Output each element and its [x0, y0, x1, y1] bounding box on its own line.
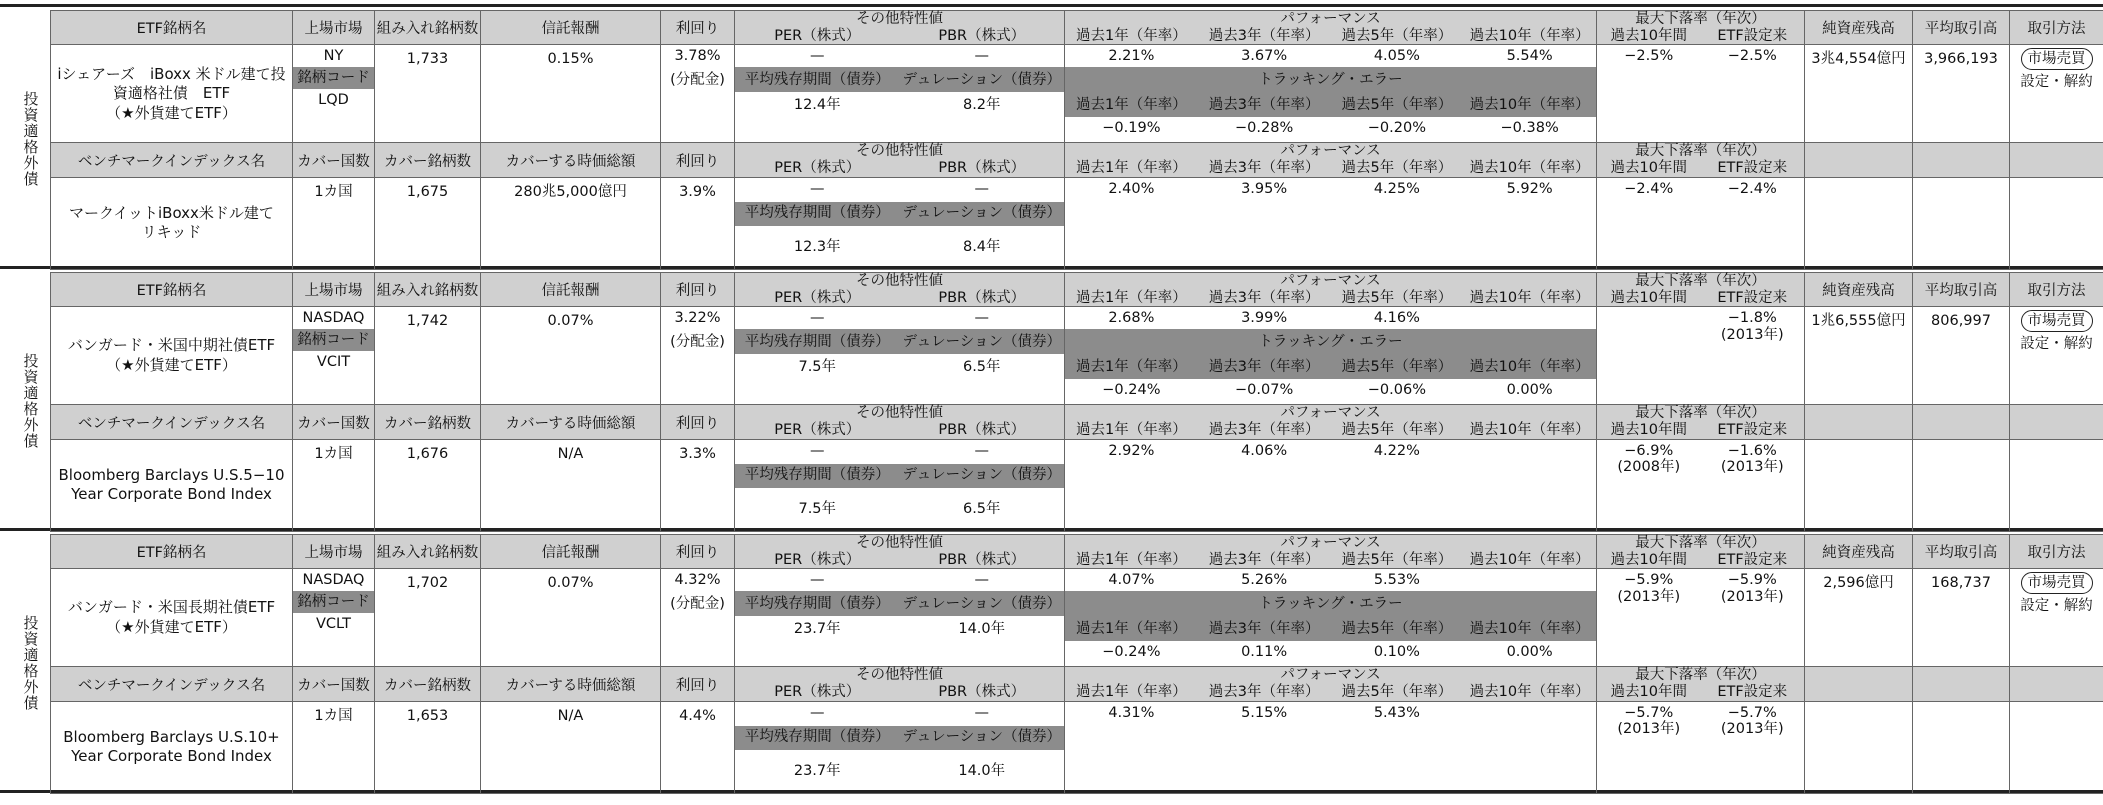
te-3y-label: 過去3年（年率） — [1198, 92, 1331, 117]
holdings-header: 組み入れ銘柄数 — [375, 11, 481, 45]
avg-maturity-value: 23.7年 — [793, 620, 841, 637]
bench-avg-maturity: 23.7年 — [793, 762, 841, 779]
perf-value-2: 4.05% — [1373, 48, 1420, 64]
tracking-error-label: トラッキング・エラー — [1065, 591, 1596, 616]
etf-data-row — [51, 307, 2103, 405]
per-header: PER（株式） — [774, 289, 861, 306]
yield-header: 利回り — [661, 667, 735, 701]
perf-10y-header: 過去10年（年率） — [1469, 551, 1590, 568]
cover-market-cap: N/A — [557, 707, 584, 724]
cover-issues: 1,676 — [406, 445, 449, 462]
perf-value-0: 4.07% — [1108, 572, 1155, 588]
bench-drawdown-inception: −1.6% (2013年) — [1720, 442, 1784, 476]
trust-fee: 0.07% — [547, 313, 594, 330]
yield-header: 利回り — [661, 273, 735, 307]
te-1y-label: 過去1年（年率） — [1065, 354, 1198, 379]
te-5y-label: 過去5年（年率） — [1331, 354, 1464, 379]
te-value-3: 0.00% — [1506, 382, 1553, 399]
pbr-value: — — [974, 310, 989, 326]
holdings-count: 1,702 — [406, 575, 449, 592]
volume-header: 平均取引高 — [1913, 273, 2010, 307]
etf-data-row — [51, 569, 2103, 667]
te-5y-label: 過去5年（年率） — [1331, 92, 1464, 117]
drawdown-inception-value: −1.8% (2013年) — [1720, 310, 1784, 344]
bench-drawdown-inception: −5.7% (2013年) — [1720, 704, 1784, 738]
avg-maturity-label: 平均残存期間（債券） — [735, 329, 900, 354]
max-drawdown-header: 最大下落率（年次） — [1635, 405, 1766, 422]
fee-header: 信託報酬 — [481, 535, 661, 569]
mcap-header: カバーする時価総額 — [481, 405, 661, 439]
perf-5y-header: 過去5年（年率） — [1341, 551, 1453, 568]
listing-market: NASDAQ — [302, 572, 365, 588]
avg-maturity-label: 平均残存期間（債券） — [735, 202, 900, 226]
creation-redemption-label: 設定・解約 — [2020, 598, 2093, 615]
aum-header: 純資産残高 — [1805, 273, 1913, 307]
side-category-label: 投資適格外債 — [21, 91, 40, 187]
bench-perf-value-0: 4.31% — [1108, 705, 1155, 722]
perf-5y-header: 過去5年（年率） — [1341, 422, 1453, 439]
etf-name: iシェアーズ iBoxx 米ドル建て投資適格社債 ETF （★外貨建てETF） — [57, 64, 286, 122]
perf-value-2: 5.53% — [1373, 572, 1420, 588]
avg-maturity-label: 平均残存期間（債券） — [735, 67, 900, 92]
aum-header: 純資産残高 — [1805, 11, 1913, 45]
section-rule — [0, 4, 2103, 7]
aum-header: 純資産残高 — [1805, 535, 1913, 569]
yield-note: (分配金) — [670, 72, 725, 88]
drawdown-10y-header: 過去10年間 — [1610, 684, 1687, 701]
bench-duration: 6.5年 — [962, 500, 1001, 517]
performance-header: パフォーマンス — [1280, 535, 1381, 551]
avg-volume: 806,997 — [1931, 313, 1991, 330]
pbr-header: PBR（株式） — [938, 551, 1026, 568]
drawdown-10y-header: 過去10年間 — [1610, 160, 1687, 177]
duration-value: 6.5年 — [962, 358, 1001, 375]
bench-data-row — [51, 439, 2103, 531]
blank-cell — [1805, 143, 1913, 177]
benchmark-name: Bloomberg Barclays U.S.10+ Year Corporate Bond Index — [63, 727, 280, 766]
blank-cell — [2010, 405, 2103, 439]
yield-value: 4.32% — [674, 572, 721, 588]
perf-value-3: 5.54% — [1506, 48, 1553, 64]
yield-header: 利回り — [661, 143, 735, 177]
drawdown-inception-header: ETF設定来 — [1717, 289, 1788, 306]
ticker-label: 銘柄コード — [293, 591, 374, 613]
perf-1y-header: 過去1年（年率） — [1076, 422, 1187, 439]
bench-avg-maturity: 12.3年 — [793, 238, 841, 255]
max-drawdown-header: 最大下落率（年次） — [1635, 667, 1766, 684]
bench-perf-value-0: 2.40% — [1108, 181, 1155, 198]
bench-pbr-value: — — [974, 443, 989, 460]
perf-value-3 — [1463, 569, 1596, 591]
perf-1y-header: 過去1年（年率） — [1076, 684, 1187, 701]
other-chars-header: その他特性値 — [856, 667, 943, 684]
blank-cell — [2010, 143, 2103, 177]
te-value-3: 0.00% — [1506, 644, 1553, 661]
te-value-0: −0.24% — [1102, 382, 1161, 399]
bench-perf-value-2: 4.22% — [1373, 443, 1420, 460]
market-header: 上場市場 — [293, 273, 375, 307]
ticker-label: 銘柄コード — [293, 329, 374, 351]
other-chars-header: その他特性値 — [856, 143, 943, 160]
fee-header: 信託報酬 — [481, 273, 661, 307]
duration-label: デュレーション（債券） — [900, 726, 1065, 750]
bench-perf-value-1: 5.15% — [1241, 705, 1288, 722]
bench-pbr-value: — — [974, 181, 989, 198]
mcap-header: カバーする時価総額 — [481, 143, 661, 177]
performance-header: パフォーマンス — [1280, 11, 1381, 27]
performance-header: パフォーマンス — [1280, 667, 1381, 684]
perf-value-1: 3.99% — [1241, 310, 1288, 326]
cover-issues: 1,653 — [406, 707, 449, 724]
te-value-0: −0.19% — [1102, 120, 1161, 137]
yield-header: 利回り — [661, 535, 735, 569]
bench-header-row — [51, 143, 2103, 177]
bench-avg-maturity: 7.5年 — [798, 500, 837, 517]
net-assets: 3兆4,554億円 — [1811, 51, 1906, 68]
perf-1y-header: 過去1年（年率） — [1076, 289, 1187, 306]
yield-header: 利回り — [661, 405, 735, 439]
drawdown-10y-header: 過去10年間 — [1610, 27, 1687, 44]
tracking-error-label: トラッキング・エラー — [1065, 67, 1596, 92]
blank-cell — [1805, 177, 1913, 269]
duration-label: デュレーション（債券） — [900, 67, 1065, 92]
drawdown-10y-value — [1597, 307, 1701, 359]
benchmark-name: マークイットiBoxx米ドル建て リキッド — [69, 203, 274, 242]
per-header: PER（株式） — [774, 684, 861, 701]
avg-volume: 168,737 — [1931, 575, 1991, 592]
countries-header: カバー国数 — [293, 405, 375, 439]
drawdown-10y-header: 過去10年間 — [1610, 289, 1687, 306]
etf-name-header: ETF銘柄名 — [51, 11, 293, 45]
perf-3y-header: 過去3年（年率） — [1208, 27, 1320, 44]
bench-perf-value-1: 3.95% — [1241, 181, 1288, 198]
net-assets: 2,596億円 — [1823, 575, 1894, 592]
bench-perf-value-2: 5.43% — [1373, 705, 1420, 722]
perf-3y-header: 過去3年（年率） — [1208, 684, 1320, 701]
drawdown-inception-value: −5.9% (2013年) — [1720, 572, 1784, 606]
blank-cell — [1805, 405, 1913, 439]
pbr-header: PBR（株式） — [938, 160, 1026, 177]
performance-header: パフォーマンス — [1280, 273, 1381, 289]
etf-header-row — [51, 11, 2103, 45]
side-category — [12, 10, 48, 268]
ticker-code: VCIT — [316, 354, 351, 370]
bench-header-row — [51, 667, 2103, 701]
yield-value: 3.22% — [674, 310, 721, 326]
te-value-2: −0.06% — [1367, 382, 1426, 399]
blank-cell — [2010, 667, 2103, 701]
other-chars-header: その他特性値 — [856, 273, 943, 289]
per-value: — — [810, 48, 825, 64]
listing-market: NY — [323, 48, 344, 64]
bench-yield: 3.3% — [679, 445, 716, 462]
duration-label: デュレーション（債券） — [900, 329, 1065, 354]
perf-1y-header: 過去1年（年率） — [1076, 27, 1187, 44]
ticker-code: LQD — [318, 92, 349, 108]
etf-header-row — [51, 535, 2103, 569]
per-header: PER（株式） — [774, 160, 861, 177]
cover-market-cap: N/A — [557, 445, 584, 462]
perf-3y-header: 過去3年（年率） — [1208, 289, 1320, 306]
blank-cell — [2010, 177, 2103, 269]
market-trade-badge: 市場売買 — [2021, 572, 2093, 594]
yield-note: (分配金) — [670, 334, 725, 350]
max-drawdown-header: 最大下落率（年次） — [1635, 11, 1766, 27]
perf-3y-header: 過去3年（年率） — [1208, 160, 1320, 177]
net-assets: 1兆6,555億円 — [1811, 313, 1906, 330]
perf-1y-header: 過去1年（年率） — [1076, 551, 1187, 568]
te-5y-label: 過去5年（年率） — [1331, 616, 1464, 641]
te-10y-label: 過去10年（年率） — [1463, 92, 1596, 117]
bench-perf-value-0: 2.92% — [1108, 443, 1155, 460]
trade-method-header: 取引方法 — [2010, 535, 2103, 569]
creation-redemption-label: 設定・解約 — [2020, 336, 2093, 353]
te-1y-label: 過去1年（年率） — [1065, 92, 1198, 117]
bench-name-header: ベンチマークインデックス名 — [51, 143, 293, 177]
drawdown-inception-value: −2.5% — [1727, 48, 1777, 65]
te-3y-label: 過去3年（年率） — [1198, 616, 1331, 641]
blank-cell — [1805, 701, 1913, 793]
max-drawdown-header: 最大下落率（年次） — [1635, 535, 1766, 551]
pbr-header: PBR（株式） — [938, 684, 1026, 701]
perf-value-0: 2.68% — [1108, 310, 1155, 326]
bench-yield: 4.4% — [679, 707, 716, 724]
blank-cell — [1913, 143, 2010, 177]
drawdown-10y-value: −5.9% (2013年) — [1617, 572, 1681, 606]
pbr-header: PBR（株式） — [938, 422, 1026, 439]
max-drawdown-header: 最大下落率（年次） — [1635, 143, 1766, 160]
bench-per-value: — — [810, 705, 825, 722]
bench-name-header: ベンチマークインデックス名 — [51, 667, 293, 701]
perf-5y-header: 過去5年（年率） — [1341, 27, 1453, 44]
perf-10y-header: 過去10年（年率） — [1469, 422, 1590, 439]
ticker-code: VCLT — [316, 616, 351, 632]
bench-data-row — [51, 701, 2103, 793]
blank-cell — [1805, 439, 1913, 531]
listing-market: NASDAQ — [302, 310, 365, 326]
drawdown-inception-header: ETF設定来 — [1717, 684, 1788, 701]
blank-cell — [1913, 667, 2010, 701]
avg-maturity-label: 平均残存期間（債券） — [735, 591, 900, 616]
duration-label: デュレーション（債券） — [900, 464, 1065, 488]
yield-value: 3.78% — [674, 48, 721, 64]
other-chars-header: その他特性値 — [856, 535, 943, 551]
cover-market-cap: 280兆5,000億円 — [514, 183, 627, 200]
drawdown-inception-header: ETF設定来 — [1717, 27, 1788, 44]
per-header: PER（株式） — [774, 27, 861, 44]
perf-value-1: 3.67% — [1241, 48, 1288, 64]
holdings-count: 1,742 — [406, 313, 449, 330]
etf-block — [0, 10, 2103, 268]
issues-header: カバー銘柄数 — [375, 143, 481, 177]
pbr-header: PBR（株式） — [938, 27, 1026, 44]
perf-10y-header: 過去10年（年率） — [1469, 684, 1590, 701]
te-value-1: 0.11% — [1241, 644, 1288, 661]
duration-label: デュレーション（債券） — [900, 591, 1065, 616]
bench-perf-value-3 — [1463, 440, 1596, 464]
bench-duration: 8.4年 — [962, 238, 1001, 255]
te-value-2: 0.10% — [1373, 644, 1420, 661]
performance-header: パフォーマンス — [1280, 143, 1381, 160]
perf-value-1: 5.26% — [1241, 572, 1288, 588]
avg-maturity-value: 12.4年 — [793, 96, 841, 113]
volume-header: 平均取引高 — [1913, 535, 2010, 569]
side-category-label: 投資適格外債 — [21, 615, 40, 711]
drawdown-10y-header: 過去10年間 — [1610, 422, 1687, 439]
per-value: — — [810, 572, 825, 588]
drawdown-inception-header: ETF設定来 — [1717, 160, 1788, 177]
bench-name-header: ベンチマークインデックス名 — [51, 405, 293, 439]
blank-cell — [1913, 405, 2010, 439]
perf-value-3 — [1463, 307, 1596, 329]
perf-5y-header: 過去5年（年率） — [1341, 684, 1453, 701]
te-value-3: −0.38% — [1500, 120, 1559, 137]
perf-10y-header: 過去10年（年率） — [1469, 27, 1590, 44]
te-10y-label: 過去10年（年率） — [1463, 354, 1596, 379]
market-trade-badge: 市場売買 — [2021, 48, 2093, 70]
trade-method-header: 取引方法 — [2010, 273, 2103, 307]
yield-note: (分配金) — [670, 596, 725, 612]
avg-volume: 3,966,193 — [1924, 51, 1998, 68]
perf-3y-header: 過去3年（年率） — [1208, 422, 1320, 439]
bench-drawdown-10y: −6.9% (2008年) — [1617, 442, 1681, 476]
bench-header-row — [51, 405, 2103, 439]
other-chars-header: その他特性値 — [856, 11, 943, 27]
bench-drawdown-10y: −5.7% (2013年) — [1617, 704, 1681, 738]
cover-issues: 1,675 — [406, 183, 449, 200]
per-header: PER（株式） — [774, 551, 861, 568]
te-10y-label: 過去10年（年率） — [1463, 616, 1596, 641]
blank-cell — [1913, 439, 2010, 531]
blank-cell — [1913, 701, 2010, 793]
te-value-2: −0.20% — [1367, 120, 1426, 137]
countries-header: カバー国数 — [293, 143, 375, 177]
perf-10y-header: 過去10年（年率） — [1469, 160, 1590, 177]
yield-header: 利回り — [661, 11, 735, 45]
duration-value: 8.2年 — [962, 96, 1001, 113]
cover-countries: 1カ国 — [314, 707, 353, 724]
bench-perf-value-3 — [1463, 702, 1596, 726]
etf-name-header: ETF銘柄名 — [51, 535, 293, 569]
perf-5y-header: 過去5年（年率） — [1341, 160, 1453, 177]
bench-perf-value-1: 4.06% — [1241, 443, 1288, 460]
performance-header: パフォーマンス — [1280, 405, 1381, 422]
blank-cell — [1913, 177, 2010, 269]
fee-header: 信託報酬 — [481, 11, 661, 45]
tracking-error-label: トラッキング・エラー — [1065, 329, 1596, 354]
bench-per-value: — — [810, 443, 825, 460]
te-1y-label: 過去1年（年率） — [1065, 616, 1198, 641]
per-value: — — [810, 310, 825, 326]
issues-header: カバー銘柄数 — [375, 667, 481, 701]
max-drawdown-header: 最大下落率（年次） — [1635, 273, 1766, 289]
perf-1y-header: 過去1年（年率） — [1076, 160, 1187, 177]
perf-5y-header: 過去5年（年率） — [1341, 289, 1453, 306]
etf-name: バンガード・米国長期社債ETF （★外貨建てETF） — [67, 598, 276, 636]
mcap-header: カバーする時価総額 — [481, 667, 661, 701]
ticker-label: 銘柄コード — [293, 67, 374, 89]
perf-value-2: 4.16% — [1373, 310, 1420, 326]
cover-countries: 1カ国 — [314, 445, 353, 462]
etf-name: バンガード・米国中期社債ETF （★外貨建てETF） — [67, 336, 276, 374]
blank-cell — [2010, 439, 2103, 531]
side-category — [12, 534, 48, 792]
etf-data-row — [51, 45, 2103, 143]
holdings-count: 1,733 — [406, 51, 449, 68]
pbr-value: — — [974, 572, 989, 588]
pbr-value: — — [974, 48, 989, 64]
avg-maturity-value: 7.5年 — [798, 358, 837, 375]
volume-header: 平均取引高 — [1913, 11, 2010, 45]
avg-maturity-label: 平均残存期間（債券） — [735, 464, 900, 488]
drawdown-10y-header: 過去10年間 — [1610, 551, 1687, 568]
etf-header-row — [51, 273, 2103, 307]
bench-drawdown-10y: −2.4% — [1624, 180, 1674, 197]
trust-fee: 0.15% — [547, 51, 594, 68]
cover-countries: 1カ国 — [314, 183, 353, 200]
bench-drawdown-inception: −2.4% — [1727, 180, 1777, 197]
etf-block — [0, 272, 2103, 530]
perf-3y-header: 過去3年（年率） — [1208, 551, 1320, 568]
bench-pbr-value: — — [974, 705, 989, 722]
bench-data-row — [51, 177, 2103, 269]
etf-block — [0, 534, 2103, 792]
market-header: 上場市場 — [293, 535, 375, 569]
side-category — [12, 272, 48, 530]
pbr-header: PBR（株式） — [938, 289, 1026, 306]
drawdown-10y-value: −2.5% — [1624, 48, 1674, 65]
bench-perf-value-3: 5.92% — [1506, 181, 1553, 198]
bench-duration: 14.0年 — [958, 762, 1006, 779]
creation-redemption-label: 設定・解約 — [2020, 74, 2093, 91]
blank-cell — [1805, 667, 1913, 701]
blank-cell — [2010, 701, 2103, 793]
te-value-1: −0.28% — [1235, 120, 1294, 137]
bench-per-value: — — [810, 181, 825, 198]
holdings-header: 組み入れ銘柄数 — [375, 535, 481, 569]
etf-name-header: ETF銘柄名 — [51, 273, 293, 307]
market-header: 上場市場 — [293, 11, 375, 45]
duration-label: デュレーション（債券） — [900, 202, 1065, 226]
trade-method-header: 取引方法 — [2010, 11, 2103, 45]
holdings-header: 組み入れ銘柄数 — [375, 273, 481, 307]
bench-perf-value-2: 4.25% — [1373, 181, 1420, 198]
per-header: PER（株式） — [774, 422, 861, 439]
issues-header: カバー銘柄数 — [375, 405, 481, 439]
te-3y-label: 過去3年（年率） — [1198, 354, 1331, 379]
avg-maturity-label: 平均残存期間（債券） — [735, 726, 900, 750]
market-trade-badge: 市場売買 — [2021, 310, 2093, 332]
trust-fee: 0.07% — [547, 575, 594, 592]
side-category-label: 投資適格外債 — [21, 353, 40, 449]
drawdown-inception-header: ETF設定来 — [1717, 422, 1788, 439]
perf-10y-header: 過去10年（年率） — [1469, 289, 1590, 306]
countries-header: カバー国数 — [293, 667, 375, 701]
bench-yield: 3.9% — [679, 183, 716, 200]
te-value-1: −0.07% — [1235, 382, 1294, 399]
drawdown-inception-header: ETF設定来 — [1717, 551, 1788, 568]
other-chars-header: その他特性値 — [856, 405, 943, 422]
te-value-0: −0.24% — [1102, 644, 1161, 661]
duration-value: 14.0年 — [958, 620, 1006, 637]
perf-value-0: 2.21% — [1108, 48, 1155, 64]
benchmark-name: Bloomberg Barclays U.S.5−10 Year Corporate Bond Index — [58, 465, 285, 504]
